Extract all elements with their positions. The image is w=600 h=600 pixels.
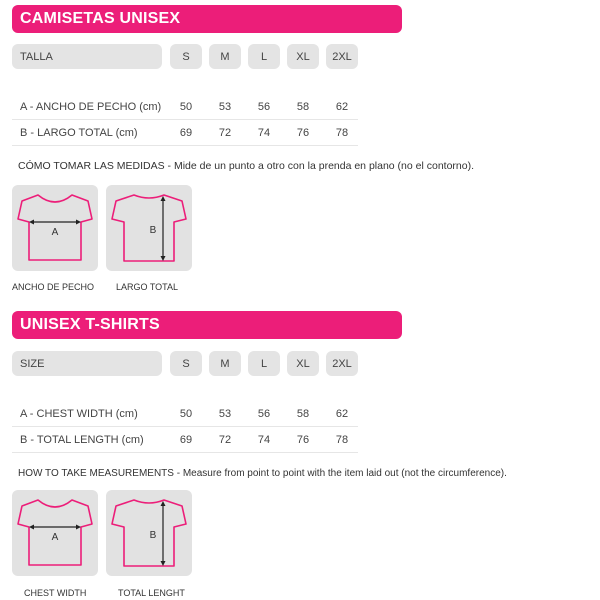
section-title-banner	[12, 5, 402, 33]
section-title: UNISEX T-SHIRTS	[20, 316, 160, 333]
diagram-letter: A	[51, 227, 59, 238]
diagram-caption: TOTAL LENGHT	[118, 588, 185, 598]
table-cell: 62	[326, 94, 358, 120]
size-header: M	[209, 44, 241, 69]
table-cell: 50	[170, 401, 202, 427]
size-table	[12, 351, 358, 453]
table-cell: 58	[287, 401, 319, 427]
table-cell: 76	[287, 120, 319, 146]
tshirt-chest-width-icon	[12, 490, 98, 576]
table-cell: 58	[287, 94, 319, 120]
table-cell: 53	[209, 94, 241, 120]
row-label: A - ANCHO DE PECHO (cm)	[12, 94, 162, 120]
table-cell: 78	[326, 120, 358, 146]
diagram-caption: LARGO TOTAL	[116, 282, 179, 292]
table-cell: 72	[209, 427, 241, 453]
size-header: 2XL	[326, 351, 358, 376]
tshirt-total-length-icon	[106, 490, 192, 576]
diagram-caption: ANCHO DE PECHO	[12, 282, 95, 292]
size-table	[12, 44, 358, 146]
total-length-diagram	[106, 185, 192, 271]
tshirt-chest-width-icon	[12, 185, 98, 271]
diagram-letter: B	[149, 530, 157, 541]
table-cell: 62	[326, 401, 358, 427]
diagram-caption: CHEST WIDTH	[24, 588, 87, 598]
size-header: L	[248, 44, 280, 69]
table-row	[12, 401, 358, 427]
measurement-instructions: CÓMO TOMAR LAS MEDIDAS - Mide de un punto a otro con la prenda en plano (no el contorno).	[18, 160, 475, 172]
table-header-label: SIZE	[12, 351, 162, 376]
table-row	[12, 120, 358, 146]
measurement-instructions: HOW TO TAKE MEASUREMENTS - Measure from point to point with the item laid out (not the circumference).	[18, 468, 507, 479]
diagram-letter: A	[51, 532, 59, 543]
table-cell: 78	[326, 427, 358, 453]
table-cell: 53	[209, 401, 241, 427]
table-row	[12, 94, 358, 120]
table-header-row	[12, 44, 358, 69]
table-cell: 72	[209, 120, 241, 146]
table-cell: 69	[170, 120, 202, 146]
table-cell: 50	[170, 94, 202, 120]
diagram-letter: B	[149, 225, 157, 236]
table-cell: 56	[248, 401, 280, 427]
row-label: A - CHEST WIDTH (cm)	[12, 401, 162, 427]
table-cell: 74	[248, 120, 280, 146]
size-header: S	[170, 44, 202, 69]
size-header: 2XL	[326, 44, 358, 69]
size-header: L	[248, 351, 280, 376]
table-cell: 74	[248, 427, 280, 453]
table-cell: 76	[287, 427, 319, 453]
table-row	[12, 427, 358, 453]
table-cell: 69	[170, 427, 202, 453]
total-length-diagram	[106, 490, 192, 576]
table-header-label: TALLA	[12, 44, 162, 69]
table-cell: 56	[248, 94, 280, 120]
tshirt-total-length-icon	[106, 185, 192, 271]
chest-width-diagram	[12, 490, 98, 576]
row-label: B - TOTAL LENGTH (cm)	[12, 427, 162, 453]
section-title-banner	[12, 311, 402, 339]
size-header: S	[170, 351, 202, 376]
table-header-row	[12, 351, 358, 376]
row-label: B - LARGO TOTAL (cm)	[12, 120, 162, 146]
size-header: XL	[287, 44, 319, 69]
chest-width-diagram	[12, 185, 98, 271]
section-title: CAMISETAS UNISEX	[20, 10, 181, 27]
size-header: XL	[287, 351, 319, 376]
size-header: M	[209, 351, 241, 376]
